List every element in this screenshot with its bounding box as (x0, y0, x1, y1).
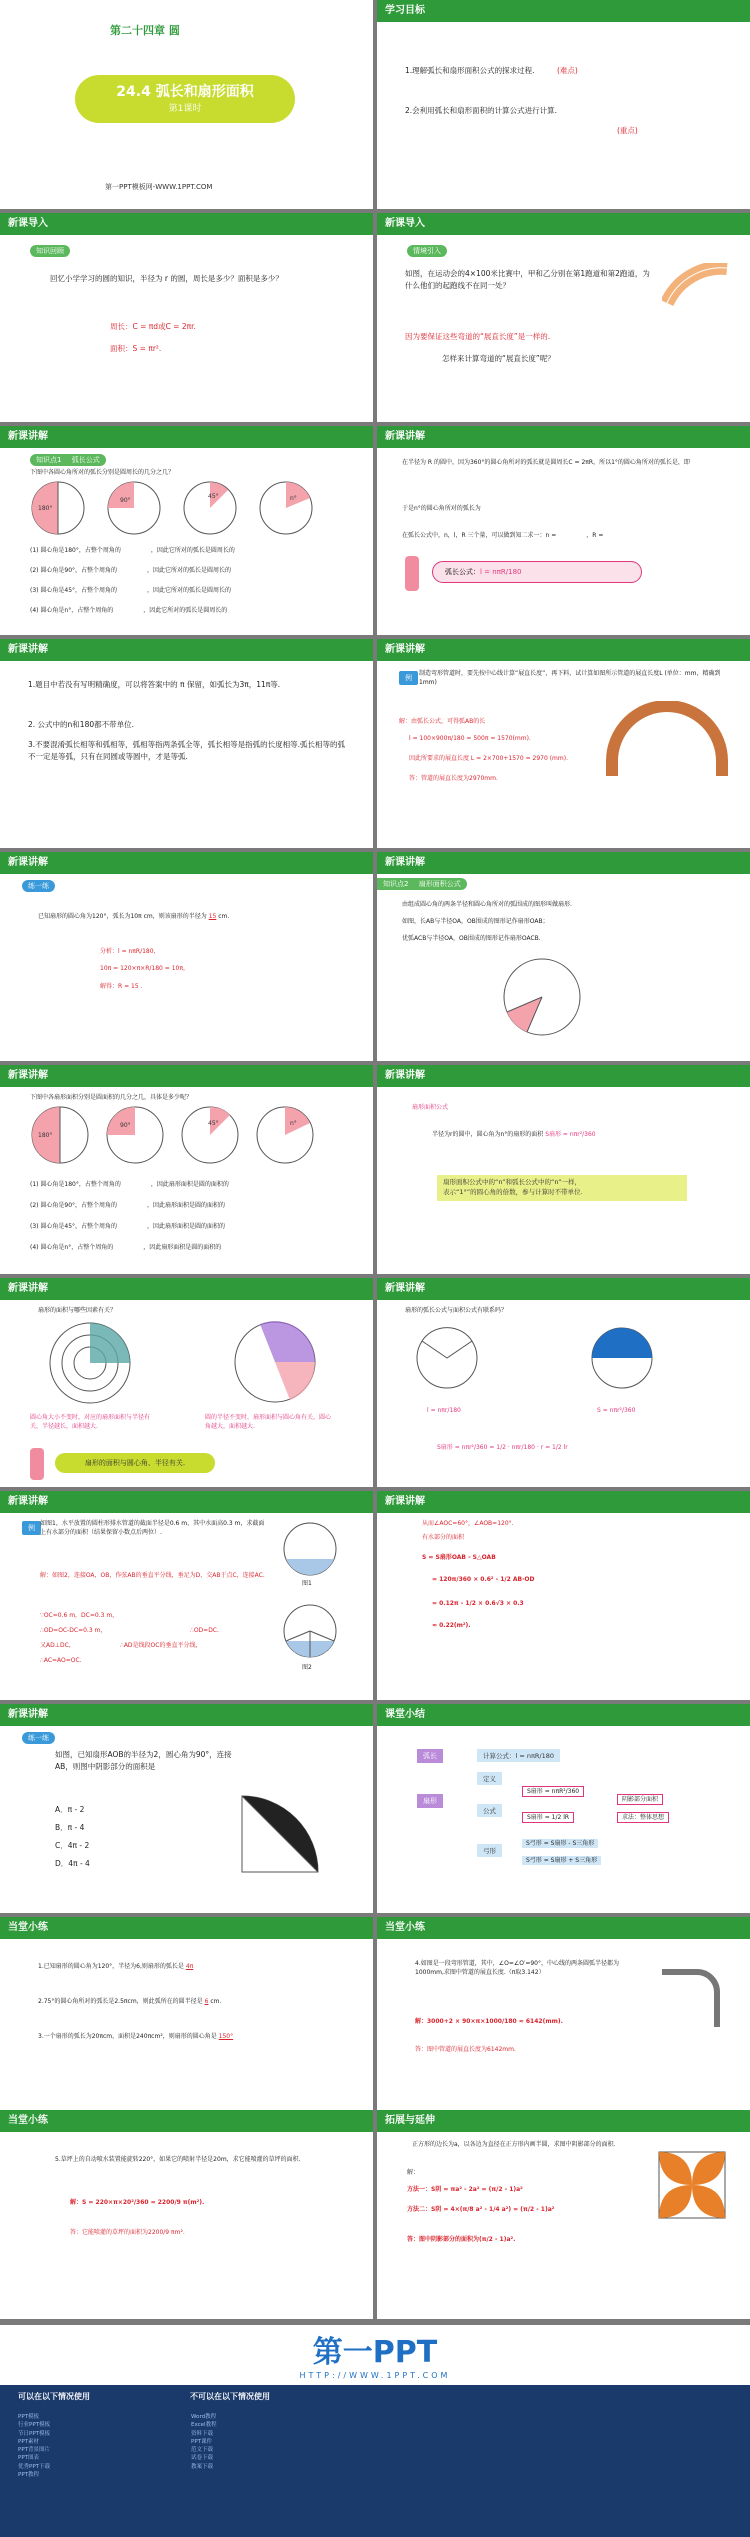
pipe-step-2: ∵OC=0.6 m，DC=0.3 m， (40, 1612, 119, 1619)
formula-note (437, 1175, 687, 1201)
area-line-4-tail: ，因此扇形面积是圆的面积的 (143, 1244, 222, 1251)
arc-line-1 (30, 546, 360, 555)
slide-header: 当堂小练 (0, 2110, 373, 2132)
track-illustration (662, 263, 732, 308)
slide-quiz-3 (0, 2110, 373, 2319)
footer-link[interactable]: 优秀PPT下载 (18, 2463, 50, 2470)
factors-question: 扇形的面积与哪些因素有关？ (38, 1307, 117, 1314)
arc-line-4 (30, 606, 360, 615)
derive-text-4b: ，R = (586, 532, 604, 539)
slide-header: 当堂小练 (0, 1917, 373, 1939)
option-d[interactable]: D．4π - 4 (55, 1859, 90, 1868)
method-1: 方法一：S阴 = πa² - 2a² = (π/2 - 1)a² (407, 2186, 523, 2193)
formula-note-1: 扇形面积公式中的“n”和弧长公式中的“n”一样， (443, 1178, 581, 1186)
slide-header: 新课讲解 (0, 1704, 373, 1726)
area-line-1-head: (1) 圆心角是180°，占整个周角的 (30, 1181, 121, 1188)
footer-link-list (18, 2413, 358, 2479)
footer-link[interactable]: PPT背景图片 (18, 2447, 50, 2453)
slide-header: 课堂小结 (377, 1704, 750, 1726)
derive-text-1a: 在半径为 R 的圆中，因为360°的圆心角所对的弧长就是圆周长C = 2πR，所以1°的圆心角所对的弧长是 (402, 459, 678, 466)
node-formula: 公式 (477, 1804, 502, 1817)
factor-bubble (55, 1453, 215, 1473)
sector-def-3: 优弧ACB与半径OA，OB围成的图形记作扇形OACB. (402, 935, 541, 942)
pipe-question: 制造弯形管道时，要先按中心线计算“展直长度”，再下料，试计算如图所示管道的展直长度L (单位：mm，精确到1mm) (419, 670, 721, 686)
review-tag: 知识回顾 (30, 245, 70, 257)
goal-2-tag: (重点) (617, 126, 638, 135)
formula-bubble (432, 561, 642, 583)
quiz-q1 (38, 1962, 298, 1971)
pipe-step-3: ∴OD=OC-DC=0.3 m， (40, 1627, 107, 1634)
sector-white (412, 1323, 482, 1393)
goal-1-tag: (难点) (556, 66, 578, 75)
figure-1-label: 图1 (302, 1580, 312, 1587)
sector-blue (587, 1323, 657, 1393)
scene-tag: 情境引入 (407, 245, 447, 257)
slide-sector-definition (377, 852, 750, 1061)
slide-header: 学习目标 (377, 0, 750, 22)
knowledge-tag (30, 454, 106, 466)
area-angle-180: 180° (38, 1132, 53, 1139)
extension-answer: 答：图中阴影部分的面积为(π/2 - 1)a². (407, 2236, 516, 2243)
practice-tag: 练一练 (22, 880, 55, 892)
slide-header: 新课讲解 (377, 1278, 750, 1300)
derive-text-1b: ，即 (677, 459, 690, 466)
example-tag: 例 (22, 1521, 41, 1535)
practice-2-question: 如图，已知扇形AOB的半径为2，圆心角为90°，连接AB，则图中阴影部分的面积是 (55, 1750, 232, 1771)
circle-n (260, 482, 312, 534)
footer-ad (0, 2325, 750, 2537)
practice-question (38, 912, 338, 921)
slide-pipe-area-solution (377, 1491, 750, 1700)
node-definition: 定义 (477, 1772, 502, 1785)
slide-header: 新课讲解 (377, 852, 750, 874)
footer-link[interactable]: 范文下载 (191, 2447, 214, 2453)
review-question: 回忆小学学习的圆的知识，半径为 r 的圆，周长是多少？面积是多少？ (50, 274, 283, 283)
extension-solution-label: 解： (407, 2169, 420, 2176)
node-area-formula-1: S扇形 = nπR²/360 (522, 1786, 584, 1797)
slide-header: 新课讲解 (377, 426, 750, 448)
option-b[interactable]: B．π - 4 (55, 1823, 85, 1832)
slide-header: 拓展与延伸 (377, 2110, 750, 2132)
pipe-step-7: ∴AC=AO=OC. (40, 1657, 82, 1664)
area-line-3-head: (3) 圆心角是45°，占整个周角的 (30, 1223, 118, 1230)
slide-goals (377, 0, 750, 209)
node-arc-formula: 计算公式：l = nπR/180 (477, 1749, 560, 1762)
slide-header: 新课讲解 (377, 1491, 750, 1513)
pencil-mascot-icon (30, 1448, 44, 1480)
goal-2 (405, 105, 735, 117)
slide-pipe-area-example (0, 1491, 373, 1700)
footer-link[interactable]: 试卷下载 (191, 2455, 214, 2462)
slide-pipe-example (377, 639, 750, 848)
pipe-answer: 答：管道的展直长度为2970mm. (409, 775, 498, 782)
arc-line-2-tail: ，因此它所对的弧长是圆周长的 (147, 567, 232, 574)
practice-unit: cm. (218, 913, 230, 920)
circle-90 (108, 482, 160, 534)
factor-note-2-text: 圆的半径不变时，扇形面积与圆心角有关，圆心角越大，面积越大. (205, 1414, 332, 1430)
area-circle-45 (182, 1107, 238, 1163)
footer-left-title: 可以在以下情况使用 (18, 2392, 90, 2401)
node-sector: 扇形 (417, 1794, 443, 1808)
formula-intro-text: 半径为r的圆中，圆心角为n°的扇形的面积 (432, 1131, 544, 1138)
practice-tag: 练一练 (22, 1732, 55, 1744)
arc-line-3-head: (3) 圆心角是45°，占整个周角的 (30, 587, 118, 594)
solution-formula-2: = 120π/360 × 0.6² - 1/2 AB·OD (432, 1576, 535, 1583)
slide-intro-scene (377, 213, 750, 422)
figure-1-circle (280, 1519, 340, 1579)
slide-sector-area-intro (0, 1065, 373, 1274)
footer-link[interactable]: 节日PPT模板 (18, 2430, 50, 2437)
node-arc: 弧长 (417, 1749, 443, 1763)
solution-formula-4: ≈ 0.22(m²). (432, 1622, 471, 1629)
footer-link[interactable]: PPT素材 (18, 2438, 39, 2445)
arc-line-4-tail: ，因此它所对的弧长是圆周长的 (143, 607, 228, 614)
slide-extension (377, 2110, 750, 2319)
slide-header: 新课导入 (377, 213, 750, 235)
pipe-step-6: ∴AD是线段OC的垂直平分线， (120, 1642, 202, 1649)
slide-practice-2 (0, 1704, 373, 1913)
solution-formula-3: = 0.12π - 1/2 × 0.6√3 × 0.3 (432, 1600, 524, 1607)
slide-header: 新课讲解 (0, 1278, 373, 1300)
solution-1: 解：由弧长公式，可得弧AB的长 (399, 718, 486, 725)
footer-link[interactable]: PPT模板 (18, 2414, 39, 2420)
practice-solve: 10π = 120×π×R/180 = 10π， (100, 965, 189, 972)
goal-1-text: 1.理解弧长和扇形面积公式的探求过程. (405, 66, 535, 75)
factor-bubble-text: 扇形的面积与圆心角、半径有关. (84, 1459, 186, 1467)
practice-blank: 15 (208, 913, 217, 920)
factor-note-1 (30, 1413, 160, 1431)
node-segment-2: S弓形 = S扇形 + S三角形 (522, 1856, 601, 1865)
goal-2-text: 2.会利用弧长和扇形面积的计算公式进行计算. (405, 106, 558, 115)
title-banner (75, 75, 295, 123)
quiz-u2: cm. (210, 1998, 222, 2005)
knowledge-tag-2: 弧长公式 (71, 456, 100, 464)
footer-panel (0, 2385, 750, 2537)
concentric-sectors (45, 1318, 135, 1408)
derive-text-3: 于是n°的圆心角所对的弧长为 (402, 505, 481, 512)
slide-quiz-1 (0, 1917, 373, 2126)
slide-formula-relation (377, 1278, 750, 1487)
slide-arc-notes (0, 639, 373, 848)
footer-link[interactable]: PPT教程 (18, 2471, 39, 2478)
slide-header: 新课讲解 (0, 852, 373, 874)
chapter-label: 第二十四章 圆 (110, 24, 180, 37)
quarter-sector-diagram (230, 1784, 320, 1884)
area-line-4 (30, 1243, 360, 1252)
arc-line-2-head: (2) 圆心角是90°，占整个周角的 (30, 567, 118, 574)
quiz-q3-text: 3.一个扇形的弧长为20πcm，面积是240πcm²，则扇形的圆心角是 (38, 2033, 217, 2040)
quiz-a1: 4π (185, 1963, 194, 1970)
slide-practice-1 (0, 852, 373, 1061)
formula-note-2: 表示“1°”的圆心角的倍数，参与计算时不带单位. (443, 1187, 583, 1196)
note-2: 2. 公式中的n和180都不带单位. (28, 720, 134, 729)
slide-header: 新课导入 (0, 213, 373, 235)
pipe-step-1: 解：如图2，连接OA，OB，作弦AB的垂直平分线，垂足为D，交AB于点C，连接AC. (40, 1572, 265, 1579)
sprinkler-question: 5.草坪上的自动喷水装置能旋转220°，如果它的喷射半径是20m，求它能喷灌的草坪的面积. (55, 2156, 301, 2163)
angle-label-n: n° (290, 495, 297, 502)
area-circle-90 (107, 1107, 163, 1163)
node-segment-1: S弓形 = S扇形 - S三角形 (522, 1839, 598, 1848)
formula-bubble-text: l = nπR/180 (480, 568, 522, 576)
option-c[interactable]: C．4π - 2 (55, 1841, 90, 1850)
knowledge-tag-2: 扇形面积公式 (418, 880, 461, 888)
formula-intro (432, 1130, 732, 1139)
note-1: 1.题目中若没有写明精确度，可以将答案中的 π 保留，如弧长为3π，11π等. (28, 680, 281, 689)
angle-label-180: 180° (38, 505, 53, 512)
quiz-pipe-answer: 答：图中管道的展直长度为6142mm. (415, 2046, 516, 2053)
sector-def-1: 由组成圆心角的两条半径和圆心角所对的弧围成的图形叫做扇形. (402, 901, 572, 908)
area-line-1-tail: ，因此扇形面积是圆的面积的 (150, 1181, 229, 1188)
practice-analysis: 分析：l = nπR/180， (100, 948, 160, 955)
note-3: 3.不要混淆弧长相等和弧相等，弧相等指两条弧全等，弧长相等是指弧的长度相等.弧长相等的弧不一定是等弧，只有在同圆或等圆中，才是等弧. (28, 740, 346, 761)
quiz-q3 (38, 2032, 298, 2041)
node-method: 求法：整体思想 (617, 1812, 669, 1823)
node-segment: 弓形 (477, 1844, 502, 1857)
factor-note-1-text: 圆心角大小不变时，对应的扇形面积与半径有关，半径越长，面积越大. (30, 1414, 151, 1430)
quiz-pipe-question: 4.如图是一段弯形管道，其中，∠O=∠O′=90°，中心线的两条圆弧半径都为1000mm,求图中管道的展直长度.（π取3.142） (415, 1960, 619, 1976)
sprinkler-solution: 解：S = 220×π×20²/360 = 2200/9 π(m²). (70, 2199, 205, 2206)
solution-formula-1: S = S扇形OAB - S△OAB (422, 1554, 496, 1561)
scene-question: 怎样来计算弯道的“展直长度”呢？ (442, 354, 555, 363)
area-line-1 (30, 1180, 360, 1189)
solution-area-label: 有水部分的面积 (422, 1534, 465, 1541)
sector-area-formula: S = nπr²/360 (597, 1407, 636, 1414)
angle-sectors (230, 1316, 320, 1408)
practice-answer: 解得：R = 15 . (100, 983, 143, 990)
pencil-mascot-icon (405, 556, 419, 591)
footer-link[interactable]: Word教程 (191, 2414, 217, 2420)
area-formula: 面积：S = πr². (110, 344, 162, 353)
quiz-a2: 6 (204, 1998, 209, 2005)
perimeter-formula: 周长：C = πd或C = 2πr. (110, 322, 196, 331)
arc-line-4-head: (4) 圆心角是n°，占整个周角的 (30, 607, 114, 614)
arc-question: 下图中各圆心角所对的弧长分别是圆周长的几分之几？ (30, 469, 175, 476)
slide-quiz-2 (377, 1917, 750, 2126)
footer-link[interactable]: 资料下载 (191, 2430, 214, 2437)
figure-2-circle (280, 1601, 340, 1663)
slide-header: 新课讲解 (0, 1491, 373, 1513)
node-shadow-area: 阴影部分面积 (617, 1794, 663, 1805)
slide-arc-formula-intro (0, 426, 373, 635)
derive-text-4 (402, 531, 732, 540)
practice-question-text: 已知扇形的圆心角为120°，弧长为10π cm，则该扇形的半径为 (38, 913, 207, 920)
quiz-q2 (38, 1997, 298, 2006)
solution-2: l = 100×900π/180 = 500π ≈ 1570(mm). (409, 735, 531, 742)
solution-angles: 从而∠AOC=60°，∠AOB=120°. (422, 1520, 514, 1527)
sprinkler-answer: 答：它能喷灌的草坪的面积为2200/9 πm². (70, 2229, 185, 2236)
area-angle-n: n° (290, 1120, 297, 1127)
footer-logo-text: 第一PPT (312, 2335, 438, 2370)
pipe-step-4: ∴OD=DC. (190, 1627, 219, 1634)
goal-1 (405, 65, 735, 77)
knowledge-tag-1: 知识点1 (36, 456, 62, 464)
derive-text-1 (402, 458, 732, 467)
circle-45 (184, 482, 236, 534)
knowledge-tag (377, 878, 467, 890)
scene-text: 如图，在运动会的4×100米比赛中，甲和乙分别在第1跑道和第2跑道，为什么他们的起跑线不在同一处？ (405, 269, 650, 290)
footer-right-title: 不可以在以下情况使用 (190, 2392, 270, 2401)
relation-question: 扇形的弧长公式与面积公式有联系吗？ (405, 1307, 508, 1314)
slide-summary (377, 1704, 750, 1913)
area-line-3 (30, 1222, 360, 1231)
slide-header: 新课讲解 (377, 1065, 750, 1087)
footer-link[interactable]: Excel教程 (191, 2422, 217, 2429)
formula-bubble-label: 弧长公式： (445, 568, 480, 576)
four-sector-circles (30, 1105, 330, 1167)
quiz-pipe-solution: 解：3000+2 × 90×π×1000/180 ≈ 6142(mm). (415, 2018, 563, 2025)
formula-title: 扇形面积公式 (412, 1104, 449, 1111)
footer-url: HTTP://WWW.1PPT.COM (299, 2371, 451, 2380)
slide-header: 新课讲解 (377, 639, 750, 661)
factor-note-2 (205, 1413, 335, 1431)
angle-label-90: 90° (120, 497, 131, 504)
method-2: 方法二：S阴 = 4×(π/8 a² - 1/4 a²) = (π/2 - 1)a² (407, 2206, 555, 2213)
quiz-a3: 150° (218, 2033, 234, 2040)
slide-header: 新课讲解 (0, 1065, 373, 1087)
node-area-formula-2: S扇形 = 1/2 lR (522, 1812, 574, 1823)
footer-link[interactable]: 行业PPT模板 (18, 2422, 50, 2429)
petal-square-diagram (657, 2150, 727, 2220)
area-line-3-tail: ，因此扇形面积是圆的面积的 (147, 1223, 226, 1230)
slide-header: 新课讲解 (0, 426, 373, 448)
footer-link[interactable]: PPT课件 (191, 2438, 212, 2445)
solution-3: 因此所要求的展直长度 L = 2×700+1570 = 2970 (mm). (409, 755, 568, 762)
footer-link[interactable]: 教案下载 (191, 2463, 214, 2470)
slide-header: 当堂小练 (377, 1917, 750, 1939)
quiz-q1-text: 1.已知扇形的圆心角为120°，半径为6,则扇形的弧长是 (38, 1963, 184, 1970)
pipe-area-question: 如图1，水平放置的圆柱形排水管道的截面半径是0.6 m，其中水面高0.3 m，求截面上有水部分的面积（结果保留小数点后两位）. (40, 1520, 265, 1536)
area-line-2-tail: ，因此扇形面积是圆的面积的 (147, 1202, 226, 1209)
angle-label-45: 45° (208, 493, 219, 500)
area-angle-45: 45° (208, 1120, 219, 1127)
slide-sector-area-formula (377, 1065, 750, 1274)
arc-line-2 (30, 566, 360, 575)
option-a[interactable]: A．π - 2 (55, 1805, 85, 1814)
scene-answer: 因为要保证这些弯道的“展直长度”是一样的. (405, 332, 551, 341)
knowledge-tag-1: 知识点2 (383, 880, 409, 888)
pipe-step-5: 又AD⊥DC， (40, 1642, 75, 1649)
source-text: 第一PPT模板网-WWW.1PPT.COM (105, 183, 213, 191)
pipe-diagram (602, 701, 737, 781)
arc-line-3-tail: ，因此它所对的弧长是圆周长的 (147, 587, 232, 594)
arc-length-formula: l = nπr/180 (427, 1407, 461, 1414)
slide-arc-derivation (377, 426, 750, 635)
area-question: 下图中各扇形面积分别是圆面积的几分之几，具体是多少呢？ (30, 1094, 193, 1101)
arc-line-1-tail: ，因此它所对的弧长是圆周长的 (150, 547, 235, 554)
slide-title (0, 0, 373, 209)
example-tag: 例 (399, 671, 418, 685)
arc-line-1-head: (1) 圆心角是180°，占整个周角的 (30, 547, 121, 554)
footer-link[interactable]: PPT图表 (18, 2455, 39, 2462)
area-circle-n (257, 1107, 313, 1163)
bent-pipe-diagram (657, 1962, 737, 2032)
extension-question: 正方形的边长为a，以各边为直径在正方形内画半圆，求图中阴影部分的面积. (412, 2141, 616, 2148)
four-circles (30, 480, 330, 536)
footer-logo (0, 2325, 750, 2385)
area-line-2 (30, 1201, 360, 1210)
lesson-title: 24.4 弧长和扇形面积 (116, 84, 254, 100)
derive-text-4a: 在弧长公式中，n，l，R 三个量，可以做到知二求一：n = (402, 532, 557, 539)
slide-intro-review (0, 213, 373, 422)
sector-diagram (497, 952, 587, 1042)
sector-def-2: 如图，长AB与半径OA，OB围成的图形记作扇形OAB； (402, 918, 549, 925)
lesson-subtitle: 第1课时 (168, 104, 202, 114)
relation-formula: S扇形 = nπr²/360 = 1/2 · nπr/180 · r = 1/2 lr (437, 1444, 568, 1451)
sector-area-formula: S扇形 = nπr²/360 (545, 1131, 596, 1138)
area-line-4-head: (4) 圆心角是n°，占整个周角的 (30, 1244, 114, 1251)
arc-line-3 (30, 586, 360, 595)
area-line-2-head: (2) 圆心角是90°，占整个周角的 (30, 1202, 118, 1209)
area-angle-90: 90° (120, 1122, 131, 1129)
slide-area-factors (0, 1278, 373, 1487)
quiz-q2-text: 2.75°的圆心角所对的弧长是2.5πcm，则此弧所在的圆半径是 (38, 1998, 203, 2005)
slide-header: 新课讲解 (0, 639, 373, 661)
figure-2-label: 图2 (302, 1664, 312, 1671)
